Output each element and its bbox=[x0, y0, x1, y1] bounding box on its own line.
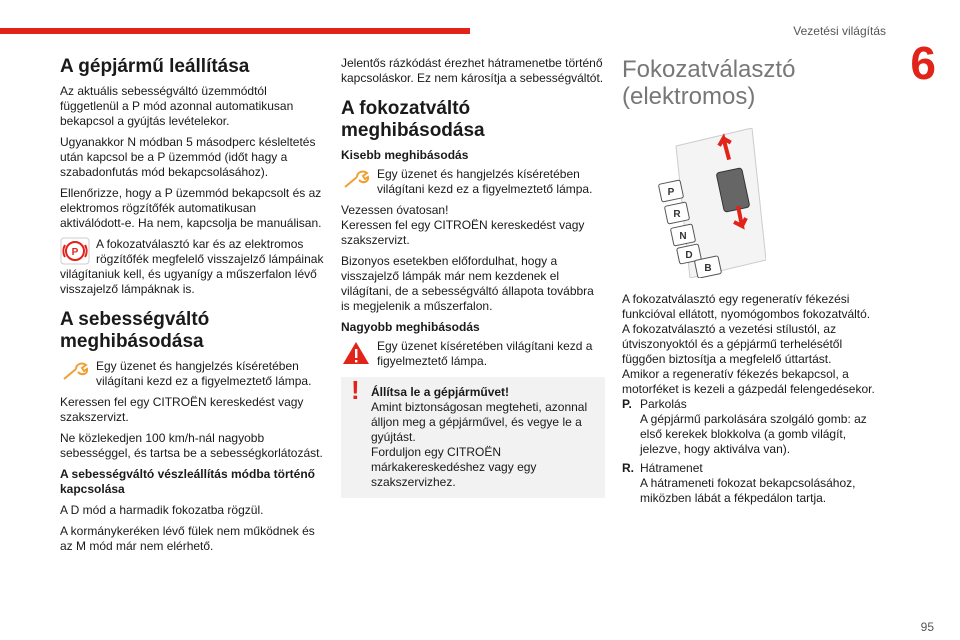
warning-triangle-icon bbox=[341, 339, 371, 367]
definition-desc: A gépjármű parkolására szolgáló gomb: az első kerekek blokkolva (a gomb világít, jelezve, hogy aktiválva van). bbox=[640, 412, 867, 456]
paragraph: A D mód a harmadik fokozatba rögzül. bbox=[60, 503, 264, 517]
heading-gear-selector: Fokozatválasztó (elektromos) bbox=[622, 56, 796, 110]
selector-letter: R bbox=[673, 209, 681, 220]
alert-title: Állítsa le a gépjárművet! bbox=[371, 385, 510, 399]
alert-text: Amint biztonságosan megteheti, azonnal álljon meg a gépjárművel, és vegye le a gyújtást. bbox=[371, 400, 588, 444]
definition-term: Hátramenet bbox=[640, 461, 703, 475]
alert-box-stop-vehicle bbox=[341, 377, 605, 498]
selector-letter: D bbox=[685, 250, 693, 261]
parking-brake-warning-icon bbox=[60, 237, 90, 265]
paragraph: Keressen fel egy CITROËN kereskedést vagy szakszervizt. bbox=[60, 395, 304, 424]
page-number: 95 bbox=[920, 620, 934, 634]
paragraph: Bizonyos esetekben előfordulhat, hogy a visszajelző lámpák már nem kezdenek el világítani, de a sebességváltó állapota továbbra is megjelenik a műszerfalon. bbox=[341, 254, 594, 313]
paragraph: Jelentős rázkódást érezhet hátramenetbe történő kapcsoláskor. Ez nem károsítja a sebességváltót. bbox=[341, 56, 604, 85]
header-accent-bar bbox=[0, 28, 470, 34]
subheading-major-fault: Nagyobb meghibásodás bbox=[341, 320, 480, 334]
alert-text: Forduljon egy CITROËN márkakereskedéshez vagy egy szakszervizhez. bbox=[371, 445, 537, 489]
note-parking-brake: P A fokozatválasztó kar és az elektromos rögzítőfék megfelelő visszajelző lámpáinak világítaniuk kell, és ugyanígy a műszerfalon lévő visszajelző lámpáknak is. bbox=[60, 237, 324, 296]
paragraph: Ellenőrizze, hogy a P üzemmód bekapcsolt és az elektromos rögzítőfék automatikusan aktiválódott-e. Ha nem, kapcsolja be manuálisan. bbox=[60, 186, 322, 230]
paragraph: Vezessen óvatosan! bbox=[341, 203, 449, 217]
paragraph: A fokozatválasztó a vezetési stílustól, az útviszonyoktól és a gépjármű terhelésétől függően biztosítja a megfelelő úttartást. bbox=[622, 322, 843, 366]
exclamation-icon: ! bbox=[351, 375, 360, 405]
heading-stopping-vehicle: A gépjármű leállítása bbox=[60, 56, 250, 77]
definition-reverse bbox=[622, 461, 886, 506]
definition-key: R. bbox=[622, 461, 634, 475]
column-3 bbox=[622, 56, 886, 510]
note-minor: Egy üzenet és hangjelzés kíséretében világítani kezd ez a figyelmeztető lámpa. bbox=[341, 167, 605, 197]
wrench-warning-icon bbox=[60, 359, 90, 387]
paragraph: Az aktuális sebességváltó üzemmódtól függetlenül a P mód azonnal automatikusan bekapcsol a gyújtás levételekor. bbox=[60, 84, 294, 128]
definition-term: Parkolás bbox=[640, 397, 687, 411]
heading-gearbox-fault: A sebességváltó meghibásodása bbox=[60, 309, 210, 352]
paragraph: A fokozatválasztó egy regeneratív fékezési funkcióval ellátott, nyomógombos fokozatváltó. bbox=[622, 292, 871, 321]
definition-parking bbox=[622, 397, 886, 457]
chapter-number: 6 bbox=[910, 37, 936, 89]
note-major: Egy üzenet kíséretében világítani kezd a figyelmeztető lámpa. bbox=[341, 339, 605, 369]
subheading-limp-mode: A sebességváltó vészleállítás módba történő kapcsolása bbox=[60, 467, 315, 496]
paragraph: Keressen fel egy CITROËN kereskedést vagy szakszervizt. bbox=[341, 218, 585, 247]
paragraph: Ugyanakkor N módban 5 másodperc késleltetés után kapcsol be a P üzemmód (időt hagy a szabadonfutás mód bekapcsolásához). bbox=[60, 135, 316, 179]
definition-desc: A hátrameneti fokozat bekapcsolásához, miközben lábát a fékpedálon tartja. bbox=[640, 476, 856, 505]
paragraph: A kormánykeréken lévő fülek nem működnek és az M mód már nem elérhető. bbox=[60, 524, 315, 553]
svg-text:P: P bbox=[71, 247, 79, 258]
wrench-warning-icon bbox=[341, 167, 371, 195]
selector-letter: N bbox=[679, 231, 687, 242]
note-wrench: Egy üzenet és hangjelzés kíséretében világítani kezd ez a figyelmeztető lámpa. bbox=[60, 359, 324, 389]
section-title: Vezetési világítás bbox=[793, 24, 886, 38]
selector-letter: P bbox=[667, 187, 675, 198]
paragraph: Ne közlekedjen 100 km/h-nál nagyobb sebességgel, és tartsa be a sebességkorlátozást. bbox=[60, 431, 323, 460]
column-1 bbox=[60, 56, 324, 560]
heading-selector-fault: A fokozatváltó meghibásodása bbox=[341, 98, 485, 141]
definition-key: P. bbox=[622, 397, 632, 411]
paragraph: Amikor a regeneratív fékezés bekapcsol, a motorféket is kezeli a gázpedál felengedésekor. bbox=[622, 367, 875, 396]
subheading-minor-fault: Kisebb meghibásodás bbox=[341, 148, 469, 162]
selector-letter: B bbox=[704, 263, 712, 274]
gear-selector-illustration-icon bbox=[656, 128, 766, 278]
column-2 bbox=[341, 56, 605, 498]
